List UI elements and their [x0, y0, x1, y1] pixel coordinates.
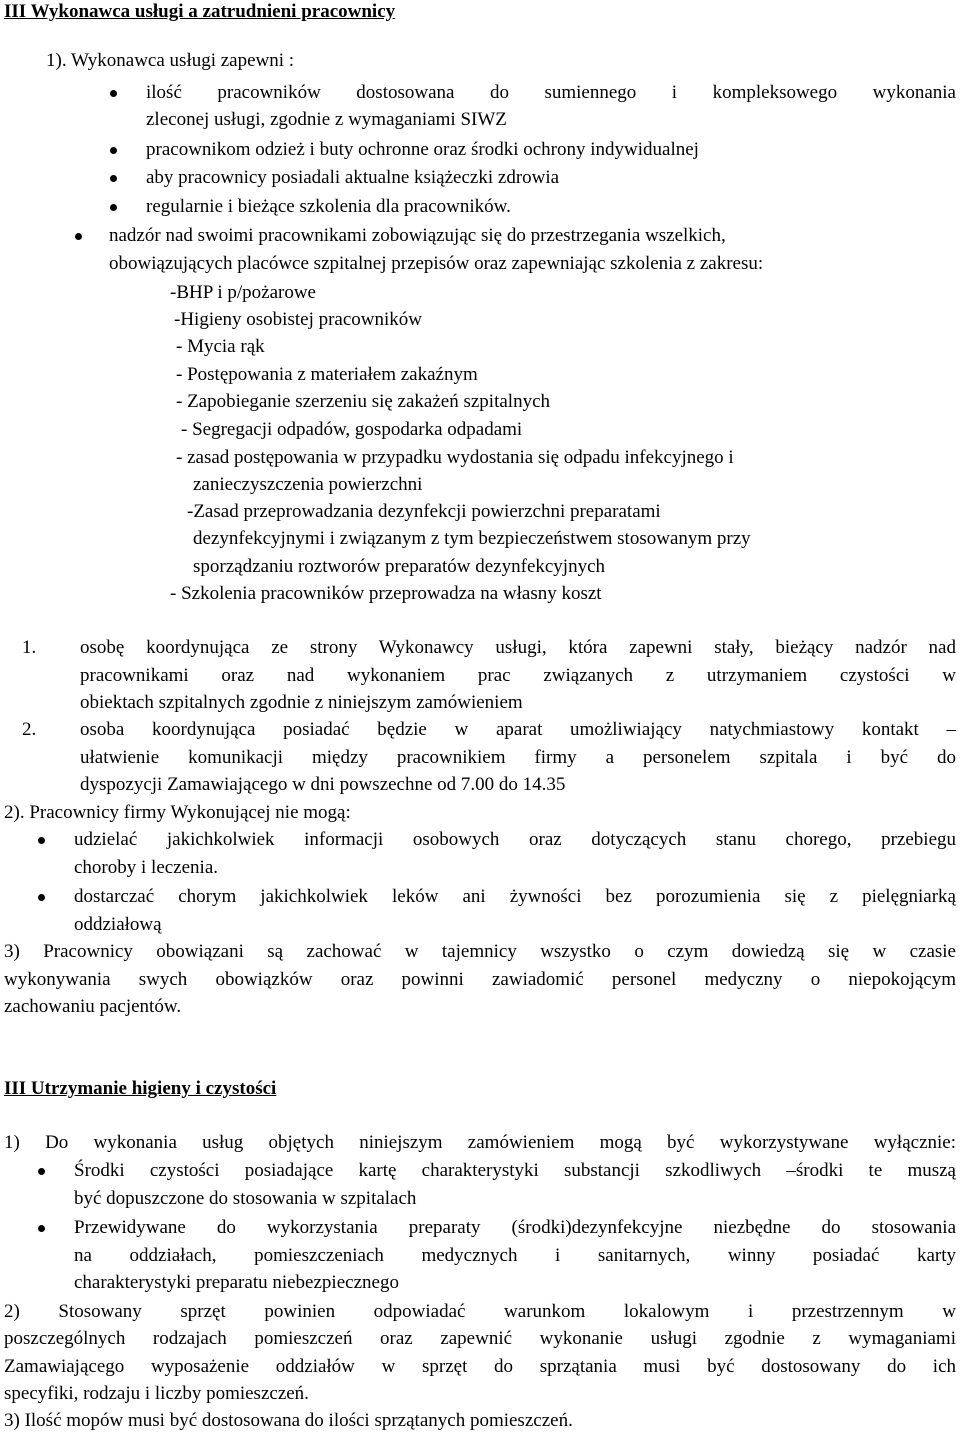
list-item: regularnie i bieżące szkolenia dla pracowników. [146, 196, 511, 217]
list-item: udzielać jakichkolwiek informacji osobowych oraz dotyczących stanu chorego, przebiegu [74, 829, 956, 850]
training-topic-continuation: sporządzaniu roztworów preparatów dezynfekcyjnych [193, 556, 606, 577]
list-item: ilość pracowników dostosowana do sumiennego i kompleksowego wykonania [146, 82, 956, 103]
training-topic: - Szkolenia pracowników przeprowadza na własny koszt [170, 583, 602, 604]
list-item: osobę koordynująca ze strony Wykonawcy usługi, która zapewni stały, bieżący nadzór nad [80, 637, 956, 658]
bullet-icon [38, 894, 45, 901]
paragraph-line: 3) Ilość mopów musi być dostosowana do ilości sprzątanych pomieszczeń. [4, 1410, 573, 1431]
training-topic: - zasad postępowania w przypadku wydostania się odpadu infekcyjnego i [176, 447, 734, 468]
training-topic-continuation: dezynfekcyjnymi i związanym z tym bezpieczeństwem stosowanym przy [193, 528, 751, 549]
list-item: dostarczać chorym jakichkolwiek leków ani żywności bez porozumienia się z pielęgniarką [74, 886, 956, 907]
paragraph-line: Zamawiającego wyposażenie oddziałów w sprzęt do sprzątania musi być dostosowany do ich [4, 1356, 956, 1377]
bullet-icon [75, 233, 82, 240]
training-topic: - Postępowania z materiałem zakaźnym [176, 364, 478, 385]
paragraph-line: specyfiki, rodzaju i liczby pomieszczeń. [4, 1383, 309, 1404]
paragraph-intro-2: 2). Pracownicy firmy Wykonującej nie mogą: [4, 802, 351, 823]
list-item-continuation: charakterystyki preparatu niebezpiecznego [74, 1272, 399, 1293]
list-item: pracownikom odzież i buty ochronne oraz środki ochrony indywidualnej [146, 139, 699, 160]
list-item-continuation: zleconej usługi, zgodnie z wymaganiami SIWZ [146, 109, 507, 130]
paragraph-intro-h1: 1) Do wykonania usług objętych niniejszym zamówieniem mogą być wykorzystywane wyłącznie: [4, 1132, 956, 1153]
list-item: Środki czystości posiadające kartę charakterystyki substancji szkodliwych –środki te muszą [74, 1160, 956, 1181]
bullet-icon [110, 204, 117, 211]
training-topic: - Segregacji odpadów, gospodarka odpadami [181, 419, 523, 440]
list-item-continuation: ułatwienie komunikacji między pracownikiem firmy a personelem szpitala i być do [80, 747, 956, 768]
list-item-continuation: obowiązujących placówce szpitalnej przepisów oraz zapewniając szkolenia z zakresu: [109, 253, 764, 274]
section-heading-hygiene: III Utrzymanie higieny i czystości [4, 1078, 277, 1099]
training-topic-continuation: zanieczyszczenia powierzchni [193, 474, 423, 495]
bullet-icon [110, 175, 117, 182]
paragraph-intro-1: 1). Wykonawca usługi zapewni : [46, 50, 295, 71]
list-item: osoba koordynująca posiadać będzie w aparat umożliwiający natychmiastowy kontakt – [80, 719, 956, 740]
list-number: 2. [22, 719, 37, 740]
list-item-continuation: dyspozycji Zamawiającego w dni powszechne od 7.00 do 14.35 [80, 774, 566, 795]
bullet-icon [38, 1168, 45, 1175]
list-item-continuation: obiektach szpitalnych zgodnie z niniejszym zamówieniem [80, 692, 523, 713]
training-topic: -BHP i p/pożarowe [170, 282, 316, 303]
list-item-continuation: oddziałową [74, 914, 162, 935]
list-item-continuation: choroby i leczenia. [74, 857, 219, 878]
training-topic: -Zasad przeprowadzania dezynfekcji powierzchni preparatami [187, 501, 661, 522]
list-item: Przewidywane do wykorzystania preparaty (środki)dezynfekcyjne niezbędne do stosowania [74, 1217, 956, 1238]
list-item-continuation: na oddziałach, pomieszczeniach medycznych i sanitarnych, winny posiadać karty [74, 1245, 956, 1266]
paragraph-line: 3) Pracownicy obowiązani są zachować w tajemnicy wszystko o czym dowiedzą się w czasie [4, 941, 956, 962]
paragraph-line: zachowaniu pacjentów. [4, 996, 182, 1017]
list-item: nadzór nad swoimi pracownikami zobowiązując się do przestrzegania wszelkich, [109, 225, 726, 246]
bullet-icon [38, 837, 45, 844]
section-heading-staff: III Wykonawca usługi a zatrudnieni pracownicy [4, 1, 396, 22]
bullet-icon [38, 1225, 45, 1232]
list-item-continuation: być dopuszczone do stosowania w szpitalach [74, 1188, 417, 1209]
training-topic: - Zapobieganie szerzeniu się zakażeń szpitalnych [176, 391, 551, 412]
bullet-icon [110, 147, 117, 154]
paragraph-line: 2) Stosowany sprzęt powinien odpowiadać warunkom lokalowym i przestrzennym w [4, 1301, 956, 1322]
list-item: aby pracownicy posiadali aktualne książeczki zdrowia [146, 167, 560, 188]
paragraph-line: poszczególnych rodzajach pomieszczeń oraz zapewnić wykonanie usługi zgodnie z wymaganiami [4, 1328, 956, 1349]
training-topic: - Mycia rąk [176, 336, 265, 357]
paragraph-line: wykonywania swych obowiązków oraz powinni zawiadomić personel medyczny o niepokojącym [4, 969, 956, 990]
training-topic: -Higieny osobistej pracowników [174, 309, 423, 330]
bullet-icon [110, 90, 117, 97]
list-item-continuation: pracownikami oraz nad wykonaniem prac związanych z utrzymaniem czystości w [80, 665, 956, 686]
list-number: 1. [22, 637, 37, 658]
